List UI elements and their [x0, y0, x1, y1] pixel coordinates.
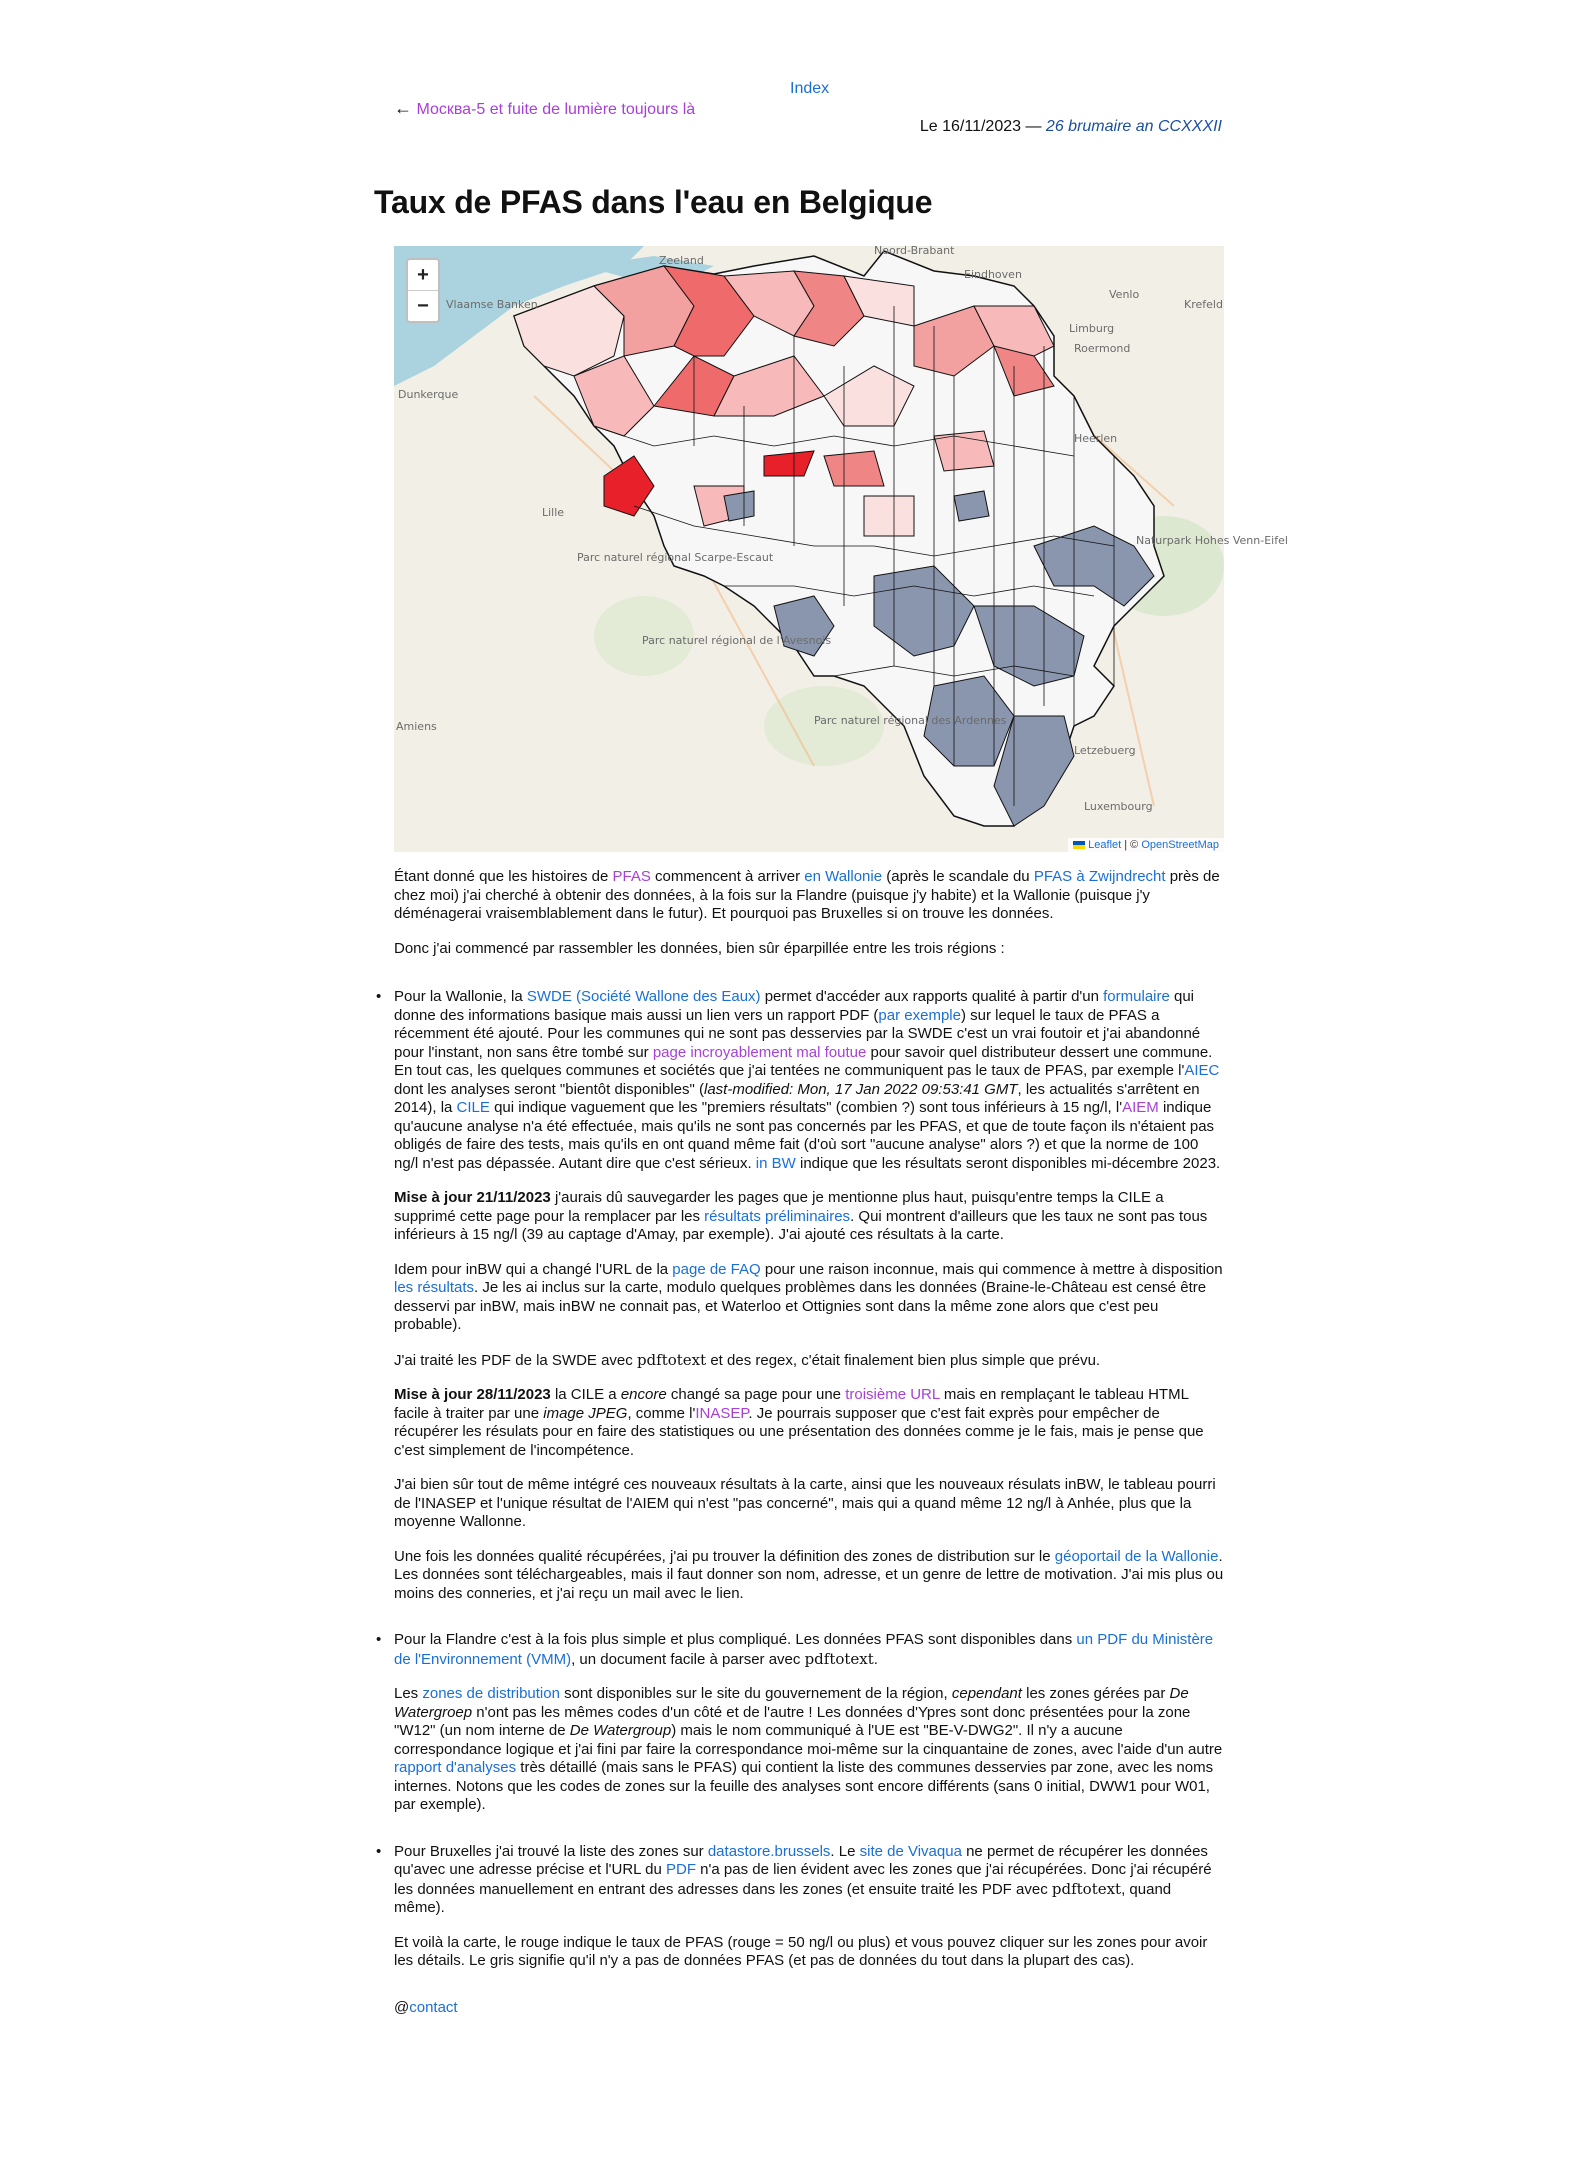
inbw-paragraph: Idem pour inBW qui a changé l'URL de la page de FAQ pour une raison inconnue, mais qui commence à mettre à disposition les résultats. Je les ai inclus sur la carte, modulo quelques problèmes dans les données (Braine-le-Château est censé être desservi par inBW, mais inBW ne connait pas, et Waterloo et Ottignies sont dans la même zone alors que c'est peu probable).: [394, 1260, 1223, 1333]
map-label: Amiens: [396, 720, 437, 733]
formulaire-link[interactable]: formulaire: [1103, 988, 1170, 1005]
wallonie-link[interactable]: en Wallonie: [804, 868, 883, 885]
arrow-left-icon: ←: [394, 98, 412, 118]
vivaqua-link[interactable]: site de Vivaqua: [859, 1842, 962, 1860]
map-label: Letzebuerg: [1074, 744, 1136, 757]
map-label: Luxembourg: [1084, 800, 1153, 813]
date-republican: 26 brumaire an CCXXXII: [1045, 118, 1222, 135]
contact-link[interactable]: contact: [409, 1998, 458, 2016]
regions-list: [394, 988, 1224, 1971]
bruxelles-paragraph: • Pour Bruxelles j'ai trouvé la liste des zones sur datastore.brussels. Le site de Vivaqua ne permet de récupérer les données qu'avec une adresse précise et l'URL du PDF n'a pas de lien évident avec les zones que j'ai récupérées. Donc j'ai récupéré les données manuellement en entrant des adresses dans les zones (et ensuite traité les PDF avec pdftotext, quand même).: [394, 1842, 1212, 1916]
inbw-link[interactable]: in BW: [755, 1154, 796, 1172]
intro-paragraph: Étant donné que les histoires de PFAS commencent à arriver en Wallonie (après le scandale du PFAS à Zwijndrecht près de chez moi) j'ai cherché à obtenir des données, à la fois sur la Flandre (puisque j'y habite) et la Wallonie (puisque j'y déménagerai vraisemblablement dans le futur). Et pourquoi pas Bruxelles si on trouve les données.: [394, 868, 1220, 922]
map-label: Parc naturel régional Scarpe-Escaut: [577, 551, 774, 564]
article-body: [394, 868, 1224, 2017]
les-resultats-link[interactable]: les résultats: [394, 1279, 475, 1296]
map-label: Krefeld: [1184, 298, 1223, 311]
map-label: Venlo: [1109, 288, 1140, 301]
intro-paragraph-2: Donc j'ai commencé par rassembler les données, bien sûr éparpillée entre les trois régions :: [394, 939, 1005, 957]
map-label: Vlaamse Banken: [446, 298, 538, 311]
flandre-zones-paragraph: Les zones de distribution sont disponibles sur le site du gouvernement de la région, cependant les zones gérées par De Watergroep n'ont pas les mêmes codes d'un côté et de l'autre ! Les données d'Ypres sont donc présentées pour la zone "W12" (un nom interne de De Watergroup) mais le nom communiqué à l'UE est "BE-V-DWG2". Il n'y a aucune correspondance logique et j'ai fini par faire la correspondance moi-même sur la cinquantaine de zones, avec l'aide d'un autre rapport d'analyses très détaillé (mais sans le PFAS) qui contient la liste des communes desservies par zone, avec les noms internes. Notons que les codes de zones sur la feuille des analyses sont encore différents (sans 0 initial, DWW1 pour W01, par exemple).: [394, 1685, 1223, 1813]
foutue-page-link[interactable]: page incroyablement mal foutue: [652, 1043, 867, 1061]
update-21-11-paragraph: Mise à jour 21/11/2023 j'aurais dû sauvegarder les pages que je mentionne plus haut, puisqu'entre temps la CILE a supprimé cette page pour la remplacer par les résultats préliminaires. Qui montrent d'ailleurs que les taux ne sont pas tous inférieurs à 15 ng/l (39 au captage d'Amay, par exemple). J'ai ajouté ces résultats à la carte.: [394, 1189, 1208, 1243]
map-label: Naturpark Hohes Venn-Eifel: [1136, 534, 1288, 547]
map-label: Limburg: [1069, 322, 1115, 335]
index-link[interactable]: Index: [790, 80, 830, 97]
attribution-separator: | ©: [1121, 839, 1142, 851]
zoom-control: [406, 258, 440, 323]
pfas-zwijndrecht-link[interactable]: PFAS à Zwijndrecht: [1033, 868, 1166, 885]
zoom-in-button[interactable]: +: [417, 264, 429, 286]
zone-no-data[interactable]: [724, 491, 754, 521]
map-label: Noord-Brabant: [874, 244, 955, 257]
rapport-analyses-link[interactable]: rapport d'analyses: [394, 1759, 517, 1776]
map-label: Parc naturel régional des Ardennes: [814, 714, 1007, 727]
post-date: [920, 118, 1222, 136]
swde-link[interactable]: SWDE (Société Wallone des Eaux): [526, 988, 761, 1005]
map-canvas[interactable]: [394, 244, 1288, 852]
zones-distribution-link[interactable]: zones de distribution: [422, 1685, 560, 1702]
example-link[interactable]: par exemple: [878, 1006, 961, 1024]
page-title: Taux de PFAS dans l'eau en Belgique: [374, 184, 933, 220]
zoom-out-button[interactable]: −: [408, 290, 438, 321]
map-legend-paragraph: Et voilà la carte, le rouge indique le taux de PFAS (rouge = 50 ng/l ou plus) et vous pouvez cliquer sur les zones pour avoir les détails. Le gris signifie qu'il n'y a pas de données PFAS (et pas de données du tout dans la plupart des cas).: [394, 1933, 1208, 1969]
list-item-bruxelles: [394, 1843, 1224, 1971]
leaflet-link[interactable]: Leaflet: [1088, 839, 1122, 851]
list-item-flandre: [394, 1631, 1224, 1815]
zone-red-light[interactable]: [934, 431, 994, 471]
map-attribution: [1068, 838, 1224, 852]
footer-contact: @contact: [394, 1998, 458, 2016]
map-label: Roermond: [1074, 342, 1131, 355]
date-gregorian: Le 16/11/2023 —: [919, 118, 1046, 135]
pfas-link[interactable]: PFAS: [612, 868, 651, 885]
cile-link[interactable]: CILE: [456, 1099, 490, 1116]
troisieme-url-link[interactable]: troisième URL: [845, 1386, 940, 1403]
integration-paragraph: J'ai bien sûr tout de même intégré ces nouveaux résultats à la carte, ainsi que les nouveaux résulats inBW, le tableau pourri de l'INASEP et l'unique résultat de l'AIEM qui n'est "pas concerné", mais qui a quand même 12 ng/l à Anhée, plus que la moyenne Wallonne.: [394, 1476, 1216, 1530]
inasep-link[interactable]: INASEP: [695, 1404, 749, 1422]
geoportail-paragraph: Une fois les données qualité récupérées, j'ai pu trouver la définition des zones de distribution sur le géoportail de la Wallonie. Les données sont téléchargeables, mais il faut donner son nom, adresse, et un genre de lettre de motivation. J'ai mis plus ou moins des conneries, et j'ai reçu un mail avec le lien.: [394, 1547, 1224, 1602]
pdftotext-paragraph: J'ai traité les PDF de la SWDE avec pdftotext et des regex, c'était finalement bien plus simple que prévu.: [394, 1350, 1101, 1369]
flandre-paragraph: • Pour la Flandre c'est à la fois plus simple et plus compliqué. Les données PFAS sont disponibles dans un PDF du Ministère de l'Environnement (VMM), un document facile à parser avec pdftotext.: [394, 1631, 1214, 1668]
aiem-link[interactable]: AIEM: [1122, 1099, 1159, 1116]
faq-link[interactable]: page de FAQ: [672, 1260, 761, 1278]
map-label: Parc naturel régional de l'Avesnois: [642, 634, 832, 647]
geoportail-link[interactable]: géoportail de la Wallonie: [1054, 1547, 1219, 1565]
map-label: Dunkerque: [398, 388, 459, 401]
zone-red-pale[interactable]: [864, 496, 914, 536]
openstreetmap-link[interactable]: OpenStreetMap: [1141, 839, 1219, 851]
resultats-preliminaires-link[interactable]: résultats préliminaires: [704, 1207, 851, 1225]
list-item-wallonie: [394, 988, 1224, 1603]
zone-red-mid[interactable]: [824, 451, 884, 486]
previous-post-link[interactable]: Москва-5 et fuite de lumière toujours là: [416, 101, 696, 118]
pfas-map[interactable]: [394, 244, 1288, 852]
zone-no-data[interactable]: [954, 491, 989, 521]
pdf-link[interactable]: PDF: [666, 1861, 696, 1878]
map-label: Heerlen: [1074, 432, 1118, 445]
map-label: Zeeland: [659, 254, 704, 267]
datastore-link[interactable]: datastore.brussels: [707, 1842, 831, 1860]
previous-post-nav: [394, 98, 695, 119]
update-28-11-paragraph: Mise à jour 28/11/2023 la CILE a encore changé sa page pour une troisième URL mais en remplaçant le tableau HTML facile à traiter par une image JPEG, comme l'INASEP. Je pourrais supposer que c'est fait exprès pour empêcher de récupérer les résulats pour en faire des statistiques ou une présentation des données comme je le fais, mais je pense que c'est simplement de l'incompétence.: [394, 1386, 1204, 1459]
ukraine-flag-icon: [1073, 841, 1085, 849]
vmm-pdf-link[interactable]: un PDF du Ministère de l'Environnement (VMM): [394, 1631, 1214, 1668]
map-label: Lille: [542, 506, 565, 519]
aiec-link[interactable]: AIEC: [1184, 1062, 1220, 1079]
wallonie-paragraph: • Pour la Wallonie, la SWDE (Société Wallone des Eaux) permet d'accéder aux rapports qualité à partir d'un formulaire qui donne des informations basique mais aussi un lien vers un rapport PDF (par exemple) sur lequel le taux de PFAS a récemment été ajouté. Pour les communes qui ne sont pas desservies par la SWDE c'est un vrai foutoir et j'ai abandonné pour l'instant, non sans être tombé sur page incroyablement mal foutue pour savoir quel distributeur dessert une commune. En tout cas, les quelques communes et sociétés que j'ai tentées ne communiquent pas le taux de PFAS, par exemple l'AIEC dont les analyses seront "bientôt disponibles" (last-modified: Mon, 17 Jan 2022 09:53:41 GMT, les actualités s'arrêtent en 2014), la CILE qui indique vaguement que les "premiers résultats" (combien ?) sont tous inférieurs à 15 ng/l, l'AIEM indique qu'aucune analyse n'a été effectuée, mais qu'ils ne sont pas concernés par les PFAS, et que de toute façon ils n'étaient pas obligés de faire des tests, mais qu'ils en ont quand même fait (d'où sort "aucune analyse" alors ?) et que la norme de 100 ng/l n'est pas dépassée. Autant dire que c'est sérieux. in BW indique que les résultats seront disponibles mi-décembre 2023.: [394, 988, 1221, 1172]
map-label: Eindhoven: [964, 268, 1022, 281]
